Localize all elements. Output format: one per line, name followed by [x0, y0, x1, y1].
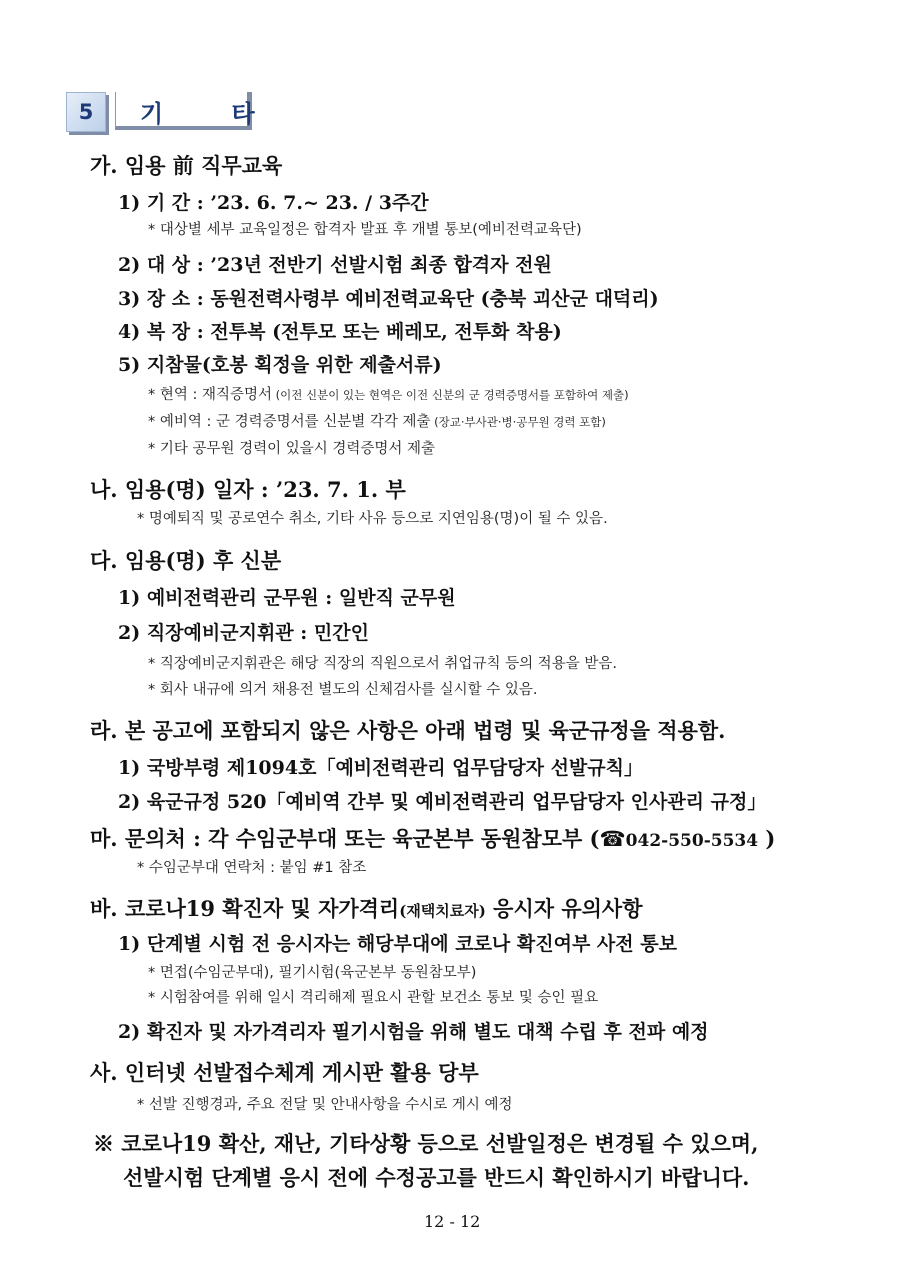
ba-item-2: 2) 확진자 및 자가격리자 필기시험을 위해 별도 대책 수립 후 전파 예정	[118, 1021, 709, 1043]
section-title: 기 타	[140, 100, 285, 128]
doc-reserve: * 예비역 : 군 경력증명서를 신분별 각각 제출 (장교·부사관·병·공무원 경력 포함)	[148, 414, 606, 430]
da-item-1: 1) 예비전력관리 군무원 : 일반직 군무원	[118, 587, 456, 609]
ga-item-4: 4) 복 장 : 전투복 (전투모 또는 베레모, 전투화 착용)	[118, 321, 562, 343]
doc-other: * 기타 공무원 경력이 있을시 경력증명서 제출	[148, 441, 436, 457]
ba-note-1: * 면접(수임군부대), 필기시험(육군본부 동원참모부)	[148, 965, 477, 981]
ba-note-2: * 시험참여를 위해 일시 격리해제 필요시 관할 보건소 통보 및 승인 필요	[148, 990, 599, 1006]
phone-icon: ☎	[599, 827, 626, 851]
final-notice-line-2: 선발시험 단계별 응시 전에 수정공고를 반드시 확인하시기 바랍니다.	[123, 1165, 750, 1190]
final-notice-line-1: ※ 코로나19 확산, 재난, 기타상황 등으로 선발일정은 변경될 수 있으며,	[93, 1131, 759, 1156]
ra-item-2: 2) 육군규정 520「예비역 간부 및 예비전력관리 업무담당자 인사관리 규정」	[118, 791, 767, 813]
na-note: * 명예퇴직 및 공로연수 취소, 기타 사유 등으로 지연임용(명)이 될 수 있음.	[137, 511, 608, 527]
ga-item-1: 1) 기 간 : ’23. 6. 7.~ 23. / 3주간	[118, 192, 429, 214]
da-note-1: * 직장예비군지휘관은 해당 직장의 직원으로서 취업규칙 등의 적용을 받음.	[148, 656, 617, 672]
phone-number: 042-550-5534	[625, 831, 759, 851]
ma-note: * 수임군부대 연락처 : 붙임 #1 참조	[137, 860, 367, 876]
ga-item-5: 5) 지참물(호봉 획정을 위한 제출서류)	[118, 354, 442, 376]
heading-na: 나. 임용(명) 일자 : ’23. 7. 1. 부	[90, 477, 406, 502]
ra-item-1: 1) 국방부령 제1094호「예비전력관리 업무담당자 선발규칙」	[118, 757, 643, 779]
page-number: 12 - 12	[424, 1212, 481, 1231]
da-item-2: 2) 직장예비군지휘관 : 민간인	[118, 622, 369, 644]
ga-item-2: 2) 대 상 : ’23년 전반기 선발시험 최종 합격자 전원	[118, 254, 552, 276]
ga-item-3: 3) 장 소 : 동원전력사령부 예비전력교육단 (충북 괴산군 대덕리)	[118, 288, 659, 310]
doc-active: * 현역 : 재직증명서 (이전 신분이 있는 현역은 이전 신분의 군 경력증명서를 포함하여 제출)	[148, 387, 629, 403]
section-number: 5	[78, 100, 94, 124]
heading-sa: 사. 인터넷 선발접수체계 게시판 활용 당부	[90, 1060, 479, 1085]
section-number-badge	[66, 92, 106, 132]
heading-da: 다. 임용(명) 후 신분	[90, 548, 282, 573]
heading-ma: 마. 문의처 : 각 수임군부대 또는 육군본부 동원참모부 (☎042-550-5534 )	[90, 826, 776, 851]
ba-item-1: 1) 단계별 시험 전 응시자는 해당부대에 코로나 확진여부 사전 통보	[118, 933, 677, 955]
heading-ga: 가. 임용 前 직무교육	[90, 153, 283, 178]
heading-ra: 라. 본 공고에 포함되지 않은 사항은 아래 법령 및 육군규정을 적용함.	[90, 718, 726, 743]
da-note-2: * 회사 내규에 의거 채용전 별도의 신체검사를 실시할 수 있음.	[148, 682, 538, 698]
heading-ba: 바. 코로나19 확진자 및 자가격리(재택치료자) 응시자 유의사항	[90, 896, 643, 921]
ga-note: * 대상별 세부 교육일정은 합격자 발표 후 개별 통보(예비전력교육단)	[148, 222, 582, 238]
sa-note: * 선발 진행경과, 주요 전달 및 안내사항을 수시로 게시 예정	[137, 1097, 513, 1113]
